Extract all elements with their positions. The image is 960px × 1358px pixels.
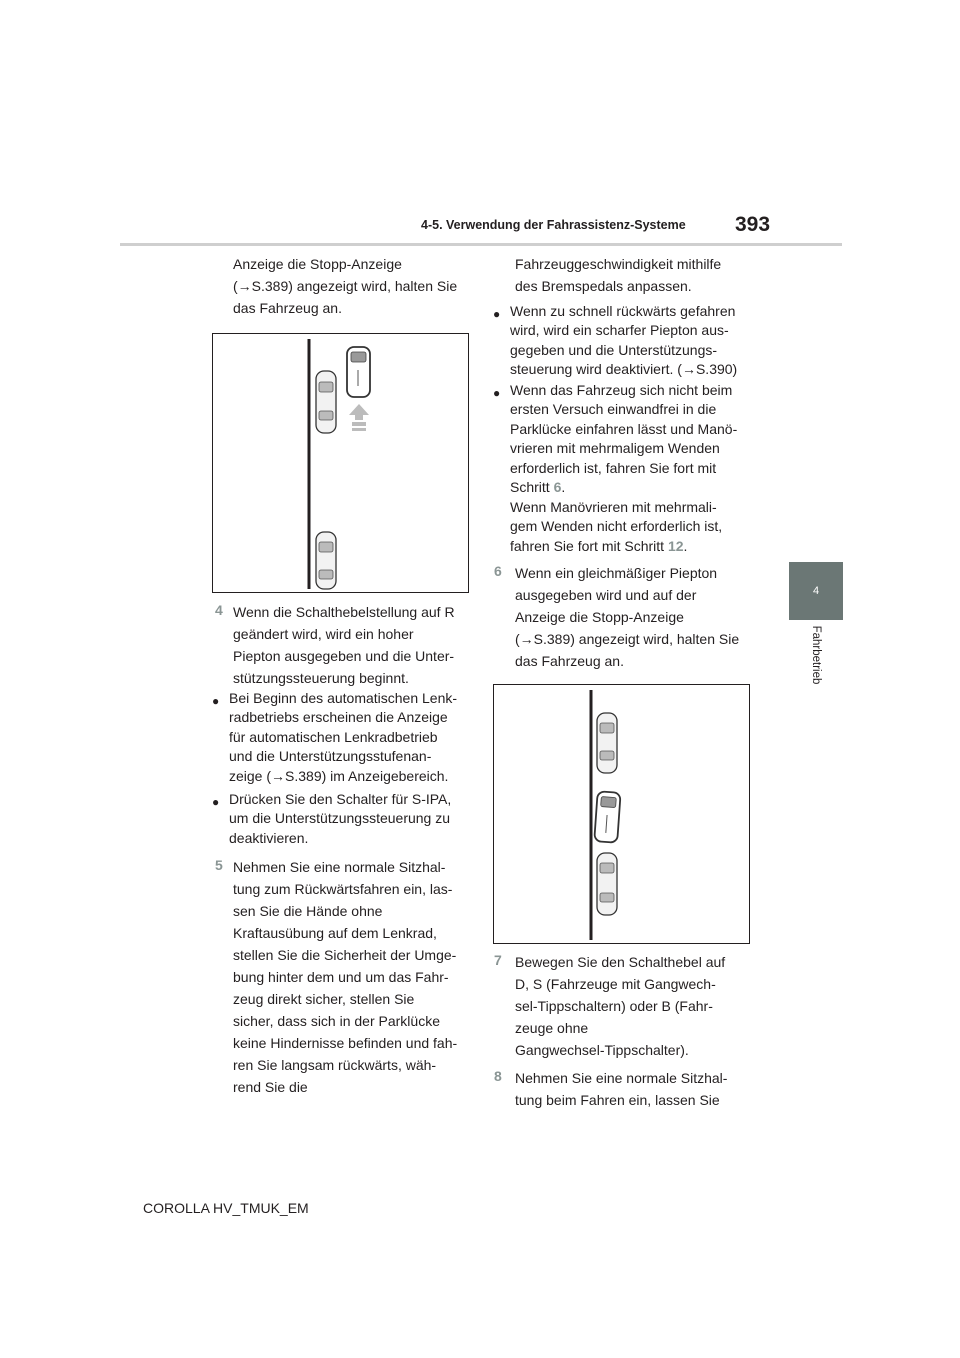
bullet-line: gem Wenden nicht erforderlich ist,: [510, 518, 723, 534]
step-ref-12[interactable]: 12: [667, 538, 684, 554]
section-title: 4-5. Verwendung der Fahrassistenz-Systeme: [421, 218, 686, 232]
col1-intro-line: das Fahrzeug an.: [233, 300, 342, 316]
step-8-line: Nehmen Sie eine normale Sitzhal-: [515, 1070, 728, 1086]
step-5-line: zeug direkt sicher, stellen Sie: [233, 991, 415, 1007]
step-5-line: sicher, dass sich in der Parklücke: [233, 1013, 440, 1029]
step-6-line: Wenn ein gleichmäßiger Piepton: [515, 565, 718, 581]
bullet-line: wird, wird ein scharfer Piepton aus-: [510, 322, 729, 338]
step-7-line: D, S (Fahrzeuge mit Gangwech-: [515, 976, 716, 992]
step-5-line: sen Sie die Hände ohne: [233, 903, 383, 919]
bullet-line: deaktivieren.: [229, 830, 309, 846]
reverse-arrow-icon: [349, 404, 369, 431]
step-5-line: stellen Sie die Sicherheit der Umge-: [233, 947, 457, 963]
step-4-line: stützungssteuerung beginnt.: [233, 670, 409, 686]
bullet-line: vrieren mit mehrmaligem Wenden: [510, 440, 720, 456]
bullet-line: Wenn zu schnell rückwärts gefahren: [510, 303, 736, 319]
own-vehicle: [347, 347, 370, 397]
step-5-line: rend Sie die: [233, 1079, 308, 1095]
step-5-line: tung zum Rückwärtsfahren ein, las-: [233, 881, 453, 897]
step-6-number: 6: [494, 563, 502, 579]
bullet-line: steuerung wird deaktiviert. (→S.390): [510, 361, 738, 377]
bullet-icon: ●: [212, 694, 220, 708]
parked-car-rear: [597, 853, 617, 915]
bullet-line: zeige (→S.389) im Anzeigebereich.: [229, 768, 449, 784]
step-5-line: Nehmen Sie eine normale Sitzhal-: [233, 859, 446, 875]
bullet-icon: ●: [212, 795, 220, 809]
step-7-line: Bewegen Sie den Schalthebel auf: [515, 954, 726, 970]
parking-figure-2: [493, 684, 750, 944]
step-5-line: keine Hindernisse befinden und fah-: [233, 1035, 458, 1051]
header-divider: [120, 243, 842, 246]
bullet-line: fahren Sie fort mit Schritt 12.: [510, 538, 688, 554]
bullet-line: Bei Beginn des automatischen Lenk-: [229, 690, 458, 706]
parking-figure-1: [212, 333, 469, 593]
parked-car-rear: [316, 532, 336, 589]
col2-intro-line: des Bremspedals anpassen.: [515, 278, 692, 294]
step-7-line: zeuge ohne: [515, 1020, 589, 1036]
step-6-line: Anzeige die Stopp-Anzeige: [515, 609, 684, 625]
step-8-number: 8: [494, 1068, 502, 1084]
step-6-line: ausgegeben wird und auf der: [515, 587, 697, 603]
bullet-line: um die Unterstützungssteuerung zu: [229, 810, 451, 826]
bullet-line: Schritt 6.: [510, 479, 566, 495]
step-4-number: 4: [215, 602, 223, 618]
bullet-line: und die Unterstützungsstufenan-: [229, 748, 432, 764]
step-5-number: 5: [215, 857, 223, 873]
step-4-line: geändert wird, wird ein hoher: [233, 626, 414, 642]
chapter-number: 4: [812, 585, 820, 597]
bullet-line: Drücken Sie den Schalter für S-IPA,: [229, 791, 452, 807]
step-5-line: ren Sie langsam rückwärts, wäh-: [233, 1057, 437, 1073]
bullet-line: erforderlich ist, fahren Sie fort mit: [510, 460, 717, 476]
bullet-line: für automatischen Lenkradbetrieb: [229, 729, 438, 745]
bullet-icon: ●: [493, 307, 501, 321]
step-6-line: das Fahrzeug an.: [515, 653, 624, 669]
chapter-label: Fahrbetrieb: [810, 625, 822, 685]
parked-car-front: [597, 713, 617, 773]
step-6-line: (→S.389) angezeigt wird, halten Sie: [515, 631, 740, 647]
document-footer: COROLLA HV_TMUK_EM: [143, 1200, 309, 1216]
bullet-icon: ●: [493, 386, 501, 400]
own-vehicle: [594, 791, 620, 842]
step-5-line: bung hinter dem und um das Fahr-: [233, 969, 449, 985]
step-8-line: tung beim Fahren ein, lassen Sie: [515, 1092, 720, 1108]
step-4-line: Piepton ausgegeben und die Unter-: [233, 648, 455, 664]
bullet-line: Parklücke einfahren lässt und Manö-: [510, 421, 738, 437]
chapter-tab[interactable]: [789, 562, 843, 620]
page-number: 393: [735, 213, 771, 236]
col1-intro-line: (→S.389) angezeigt wird, halten Sie: [233, 278, 458, 294]
bullet-line: gegeben und die Unterstützungs-: [510, 342, 718, 358]
col1-intro-line: Anzeige die Stopp-Anzeige: [233, 256, 402, 272]
step-5-line: Kraftausübung auf dem Lenkrad,: [233, 925, 437, 941]
bullet-line: Wenn das Fahrzeug sich nicht beim: [510, 382, 733, 398]
bullet-line: Wenn Manövrieren mit mehrmali-: [510, 499, 717, 515]
bullet-line: ersten Versuch einwandfrei in die: [510, 401, 717, 417]
parked-car-front: [316, 371, 336, 433]
step-4-line: Wenn die Schalthebelstellung auf R: [233, 604, 455, 620]
col2-intro-line: Fahrzeuggeschwindigkeit mithilfe: [515, 256, 722, 272]
step-ref-6[interactable]: 6: [553, 479, 562, 495]
step-7-line: Gangwechsel-Tippschalter).: [515, 1042, 689, 1058]
step-7-number: 7: [494, 952, 502, 968]
step-7-line: sel-Tippschaltern) oder B (Fahr-: [515, 998, 713, 1014]
bullet-line: radbetriebs erscheinen die Anzeige: [229, 709, 448, 725]
